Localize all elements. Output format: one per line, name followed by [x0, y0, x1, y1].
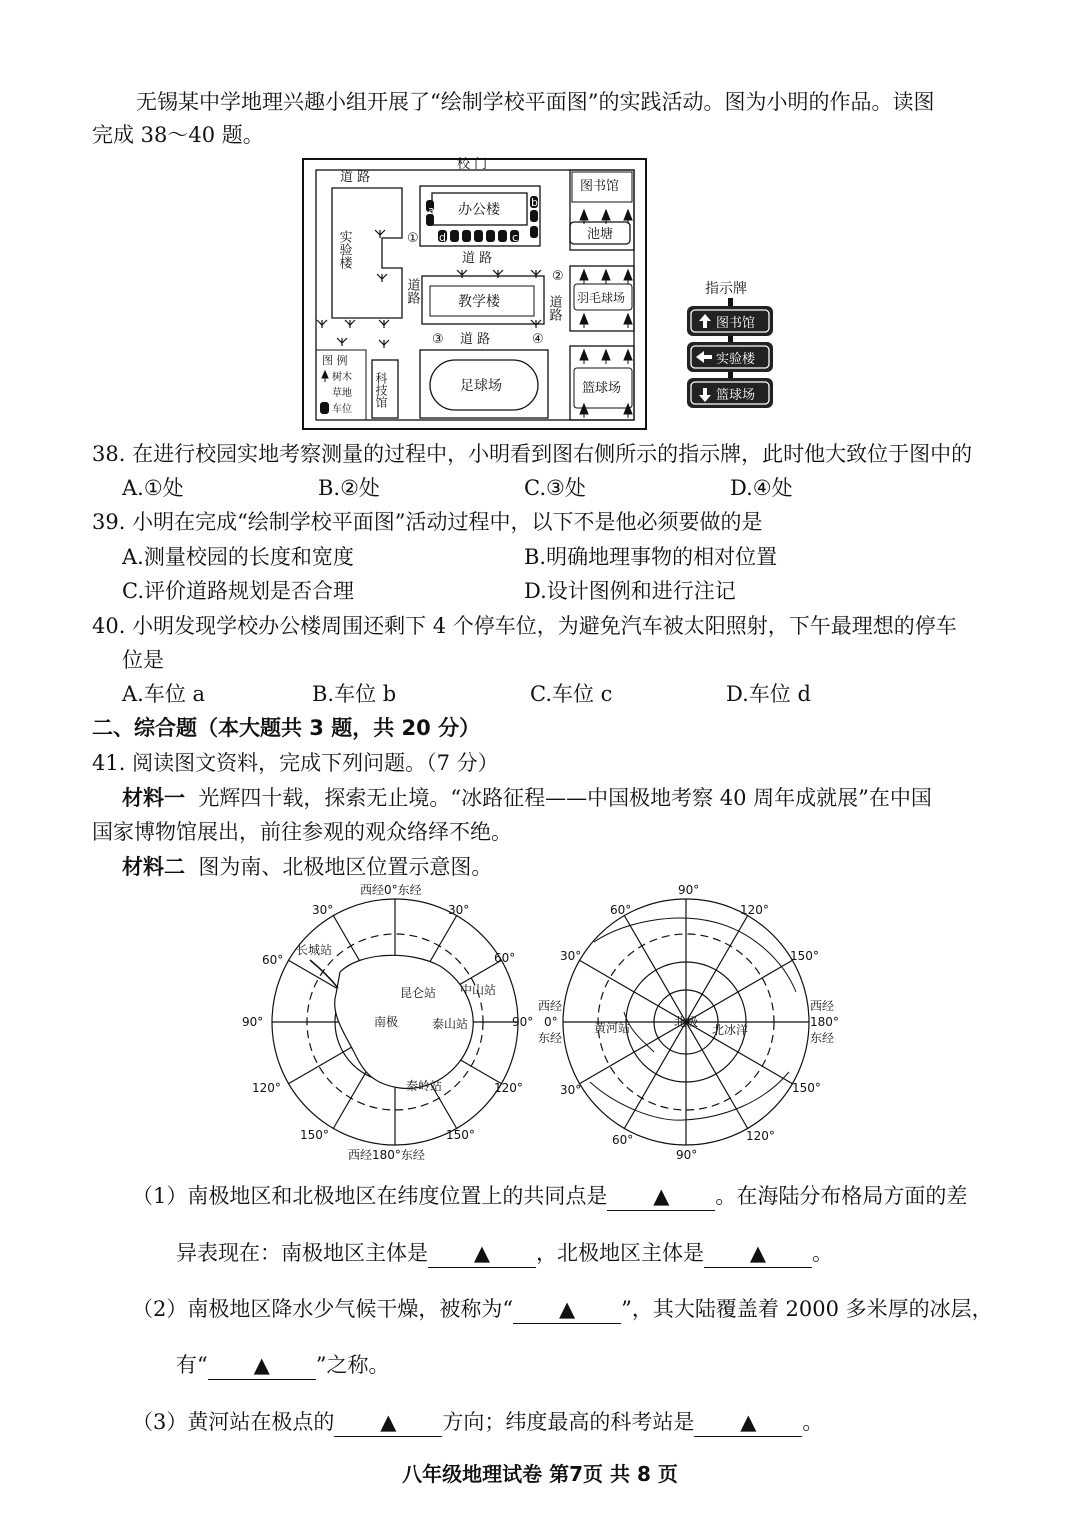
answer-blank-1[interactable]: ▲ — [607, 1182, 715, 1211]
north-pole-label: 北极 — [674, 1015, 699, 1029]
sub1-c: 异表现在：南极地区主体是 — [176, 1241, 428, 1265]
answer-blank-6[interactable]: ▲ — [334, 1408, 442, 1437]
sub1-d: ，北极地区主体是 — [536, 1241, 704, 1265]
station-qinling: 秦岭站 — [406, 1079, 443, 1093]
map-library: 图书馆 — [580, 179, 620, 194]
map-road-top: 道 路 — [340, 170, 371, 185]
answer-blank-3[interactable]: ▲ — [704, 1239, 812, 1268]
map-road-right: 道路 — [546, 295, 562, 321]
sub3-b: 方向；纬度最高的科考站是 — [442, 1410, 695, 1434]
sub1-b: 。在海陆分布格局方面的差 — [715, 1184, 968, 1208]
map-badminton: 羽毛球场 — [577, 291, 626, 305]
sub3-a: （3）黄河站在极点的 — [132, 1410, 335, 1434]
north-left-b: 0° — [544, 1015, 558, 1029]
answer-blank-5[interactable]: ▲ — [208, 1351, 316, 1380]
station-taishan: 泰山站 — [432, 1017, 469, 1031]
north-ocean: 北冰洋 — [712, 1023, 749, 1037]
map-pond: 池塘 — [587, 227, 614, 242]
map-football: 足球场 — [460, 378, 502, 394]
north-bl30: 30° — [560, 1083, 582, 1097]
material-2-label: 材料二 — [122, 855, 185, 879]
answer-blank-7[interactable]: ▲ — [694, 1408, 802, 1437]
map-basketball: 篮球场 — [582, 381, 622, 396]
q41-stem: 41. 阅读图文资料，完成下列问题。（7 分） — [92, 751, 499, 775]
north-br120: 120° — [746, 1129, 775, 1143]
sub2-b: ”，其大陆覆盖着 2000 多米厚的冰层， — [621, 1297, 993, 1321]
legend-parking: 车位 — [332, 404, 352, 415]
map-road-bottom: 道 路 — [460, 332, 491, 347]
sub2-d: ”之称。 — [315, 1353, 390, 1377]
north-br150: 150° — [792, 1081, 821, 1095]
north-right-b: 180° — [810, 1015, 839, 1029]
answer-blank-4[interactable]: ▲ — [513, 1295, 621, 1324]
north-right-c: 东经 — [810, 1031, 835, 1045]
lot-b: b — [531, 196, 538, 209]
north-right-a: 西经 — [810, 999, 835, 1013]
south-l90: 90° — [242, 1015, 264, 1029]
south-l150: 150° — [300, 1128, 329, 1142]
map-office: 办公楼 — [458, 202, 500, 218]
q38-stem: 38. 在进行校园实地考察测量的过程中，小明看到图右侧所示的指示牌，此时他大致位于图中的 — [92, 442, 973, 466]
q38-option-d: D.④处 — [730, 476, 793, 500]
south-r120: 120° — [494, 1081, 523, 1095]
north-tr120: 120° — [740, 903, 769, 917]
south-r150: 150° — [446, 1128, 475, 1142]
lot-d: d — [439, 231, 446, 244]
mark-4: ④ — [532, 332, 544, 347]
south-l60: 60° — [262, 953, 284, 967]
direction-sign — [683, 278, 778, 413]
sign-item-3: 篮球场 — [716, 388, 756, 403]
north-bl60: 60° — [612, 1133, 634, 1147]
north-left-c: 东经 — [538, 1031, 563, 1045]
sub2-a: （2）南极地区降水少气候干燥，被称为“ — [132, 1297, 514, 1321]
north-tl60: 60° — [610, 903, 632, 917]
q39-stem: 39. 小明在完成“绘制学校平面图”活动过程中，以下不是他必须要做的是 — [92, 510, 763, 534]
q38-option-c: C.③处 — [524, 476, 586, 500]
north-top90: 90° — [678, 883, 700, 897]
south-r90: 90° — [512, 1015, 534, 1029]
sign-title: 指示牌 — [705, 281, 747, 297]
south-top-label: 西经0°东经 — [360, 883, 422, 897]
q38-option-b: B.②处 — [318, 476, 380, 500]
north-r150: 150° — [790, 949, 819, 963]
sub1-e: 。 — [812, 1241, 833, 1265]
q40-option-c: C.车位 c — [530, 682, 613, 706]
school-map — [302, 158, 647, 430]
section-2-heading: 二、综合题（本大题共 3 题，共 20 分） — [92, 716, 481, 740]
q39-option-a: A.测量校园的长度和宽度 — [122, 545, 354, 569]
mark-2: ② — [552, 269, 564, 284]
q39-option-d: D.设计图例和进行注记 — [524, 579, 736, 603]
south-l120: 120° — [252, 1081, 281, 1095]
map-road-mid: 道 路 — [462, 251, 493, 266]
map-science: 科技馆 — [374, 372, 388, 408]
station-changcheng: 长城站 — [296, 943, 333, 957]
legend-tree: 树木 — [332, 372, 352, 383]
material-1-label: 材料一 — [122, 786, 185, 810]
mark-3: ③ — [432, 332, 444, 347]
south-l30: 30° — [312, 903, 334, 917]
map-gate: 校 门 — [457, 157, 488, 172]
station-kunlun: 昆仑站 — [400, 986, 437, 1000]
answer-blank-2[interactable]: ▲ — [428, 1239, 536, 1268]
south-bottom-label: 西经180°东经 — [348, 1148, 425, 1162]
material-1-text: 光辉四十载，探索无止境。“冰路征程——中国极地考察 40 周年成就展”在中国 — [198, 786, 932, 810]
sign-item-1: 图书馆 — [716, 316, 756, 331]
north-pole-map — [534, 882, 844, 1164]
intro-line-1: 无锡某中学地理兴趣小组开展了“绘制学校平面图”的实践活动。图为小明的作品。读图 — [136, 90, 935, 114]
north-bottom90: 90° — [676, 1148, 698, 1162]
material-1-text-2: 国家博物馆展出，前往参观的观众络绎不绝。 — [92, 820, 512, 844]
legend-title: 图 例 — [322, 354, 348, 367]
south-r60: 60° — [494, 951, 516, 965]
legend-grass: 草地 — [332, 388, 352, 399]
lot-a: a — [428, 204, 435, 217]
q39-option-c: C.评价道路规划是否合理 — [122, 579, 354, 603]
north-l30: 30° — [560, 949, 582, 963]
station-zhongshan: 中山站 — [460, 983, 497, 997]
mark-1: ① — [407, 231, 419, 246]
q40-option-b: B.车位 b — [312, 682, 397, 706]
sub3-c: 。 — [802, 1410, 824, 1434]
intro-line-2: 完成 38～40 题。 — [92, 123, 264, 147]
lot-c: c — [512, 231, 519, 244]
map-teaching: 教学楼 — [458, 294, 500, 310]
sign-item-2: 实验楼 — [716, 352, 756, 367]
sub1-a: （1）南极地区和北极地区在纬度位置上的共同点是 — [132, 1184, 608, 1208]
south-pole-label: 南极 — [374, 1015, 399, 1029]
q40-option-d: D.车位 d — [726, 682, 811, 706]
map-lab: 实验楼 — [336, 230, 352, 269]
sub2-c: 有“ — [176, 1353, 208, 1377]
q39-option-b: B.明确地理事物的相对位置 — [524, 545, 778, 569]
station-huanghe: 黄河站 — [594, 1021, 631, 1035]
north-left-a: 西经 — [538, 999, 563, 1013]
south-r30: 30° — [448, 903, 470, 917]
q38-option-a: A.①处 — [122, 476, 184, 500]
south-pole-map — [242, 882, 540, 1164]
map-road-left: 道路 — [404, 278, 420, 304]
material-2-text: 图为南、北极地区位置示意图。 — [198, 855, 493, 879]
page-footer: 八年级地理试卷 第7页 共 8 页 — [402, 1462, 678, 1486]
q40-stem: 40. 小明发现学校办公楼周围还剩下 4 个停车位，为避免汽车被太阳照射，下午最理想的停车 — [92, 614, 957, 638]
q40-stem-2: 位是 — [122, 648, 164, 672]
q40-option-a: A.车位 a — [122, 682, 206, 706]
